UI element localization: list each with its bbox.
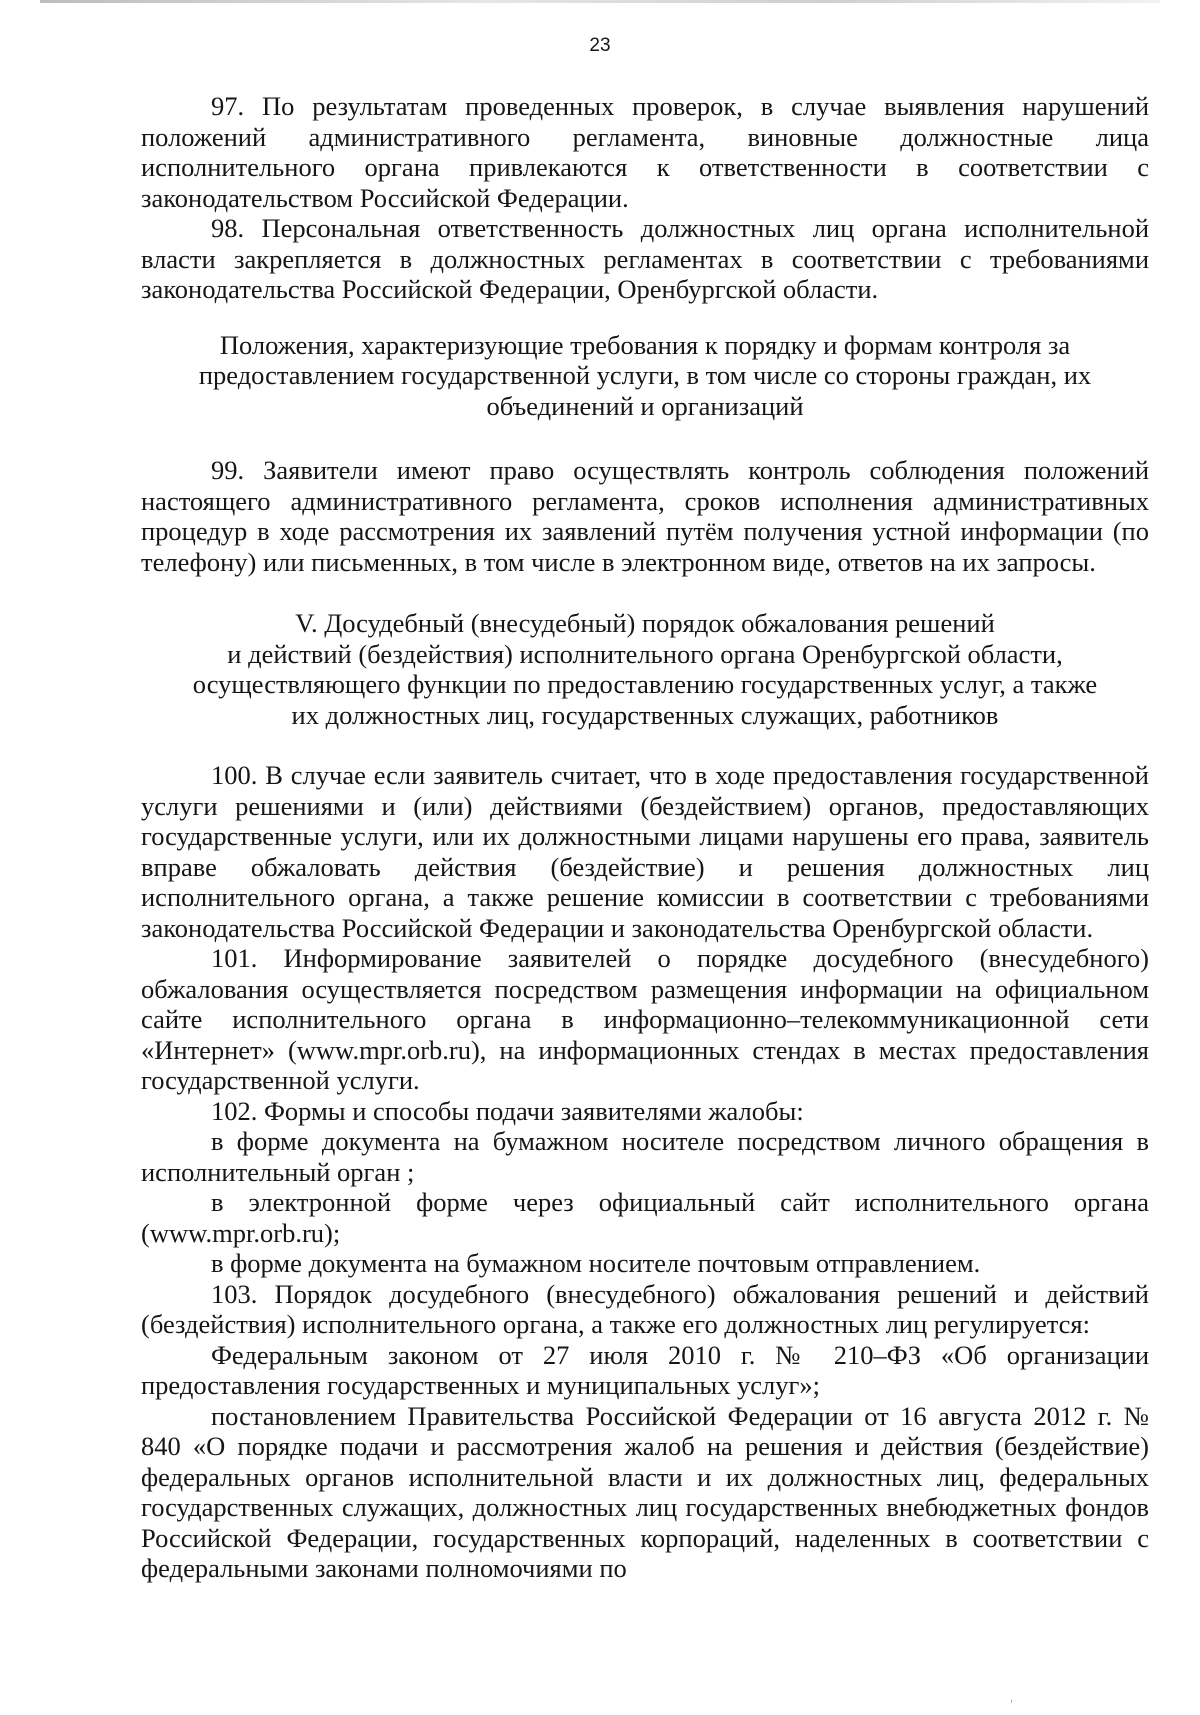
list-item-resolution-840: постановлением Правительства Российской Федерации от 16 августа 2012 г. № 840 «О порядке подачи и рассмотрения жалоб на решения и действия (бездействие) федеральных органов исполнительной власти и их должностных лиц, федеральных государственных служащих, должностных лиц государственных внебюджетных фондов Российской Федерации, государственных корпораций, наделенных в соответствии с федеральными законами полномочиями по xyxy=(141,1400,1149,1583)
spacer xyxy=(141,421,1149,455)
scan-artifact: ˈ xyxy=(1010,1698,1014,1712)
list-item-postal: в форме документа на бумажном носителе почтовым отправлением. xyxy=(211,1248,981,1278)
paragraph-97: 97. По результатам проведенных проверок, в случае выявления нарушений положений административного регламента, виновные должностные лица исполнительного органа привлекаются к ответственности в соответствии с законодательством Российской Федерации. xyxy=(141,91,1149,213)
heading-line: Положения, характеризующие требования к порядку и формам контроля за xyxy=(219,329,1071,360)
page-number: 23 xyxy=(589,35,611,56)
list-item-electronic: в электронной форме через официальный сайт исполнительного органа (www.mpr.orb.ru); xyxy=(141,1187,1149,1248)
heading-control-requirements xyxy=(141,330,1149,422)
paragraph-99: 99. Заявители имеют право осуществлять контроль соблюдения положений настоящего административного регламента, сроков исполнения административных процедур в ходе рассмотрения их заявлений путём получения устной информации (по телефону) или письменных, в том числе в электронном виде, ответов на их запросы. xyxy=(141,455,1149,577)
spacer xyxy=(141,577,1149,608)
paragraph-101: 101. Информирование заявителей о порядке досудебного (внесудебного) обжалования осуществляется посредством размещения информации на официальном сайте исполнительного органа в информационно–телекоммуникационной сети «Интернет» (www.mpr.orb.ru), на информационных стендах в местах предоставления государственной услуги. xyxy=(141,943,1149,1095)
heading-line: и действий (бездействия) исполнительного органа Оренбургской области, xyxy=(227,638,1063,669)
heading-line: их должностных лиц, государственных служащих, работников xyxy=(291,699,999,730)
heading-line: объединений и организаций xyxy=(486,390,804,421)
list-item-paper-in-person: в форме документа на бумажном носителе посредством личного обращения в исполнительный орган ; xyxy=(141,1126,1149,1187)
list-item-federal-law-210: Федеральным законом от 27 июля 2010 г. № 210–ФЗ «Об организации предоставления государственных и муниципальных услуг»; xyxy=(141,1339,1149,1400)
heading-line: предоставлением государственной услуги, в том числе со стороны граждан, их xyxy=(198,360,1092,390)
paragraph-102: 102. Формы и способы подачи заявителями жалобы: xyxy=(211,1095,804,1126)
paragraph-98: 98. Персональная ответственность должностных лиц органа исполнительной власти закрепляется в должностных регламентах в соответствии с требованиями законодательства Российской Федерации, Оренбургской области. xyxy=(141,213,1149,304)
scan-top-edge xyxy=(40,0,1160,3)
heading-section-v xyxy=(141,608,1149,730)
heading-line: V. Досудебный (внесудебный) порядок обжалования решений xyxy=(295,608,995,638)
paragraph-103: 103. Порядок досудебного (внесудебного) обжалования решений и действий (бездействия) исполнительного органа, а также его должностных лиц регулируется: xyxy=(141,1278,1149,1339)
paragraph-100: 100. В случае если заявитель считает, что в ходе предоставления государственной услуги решениями и (или) действиями (бездействием) органов, предоставляющих государственные услуги, или их должностными лицами нарушены его права, заявитель вправе обжаловать действия (бездействие) и решения должностных лиц исполнительного органа, а также решение комиссии в соответствии с требованиями законодательства Российской Федерации и законодательства Оренбургской области. xyxy=(141,760,1149,943)
heading-line: осуществляющего функции по предоставлению государственных услуг, а также xyxy=(192,669,1098,699)
document-body xyxy=(141,91,1149,1584)
spacer xyxy=(141,305,1149,330)
spacer xyxy=(141,730,1149,760)
